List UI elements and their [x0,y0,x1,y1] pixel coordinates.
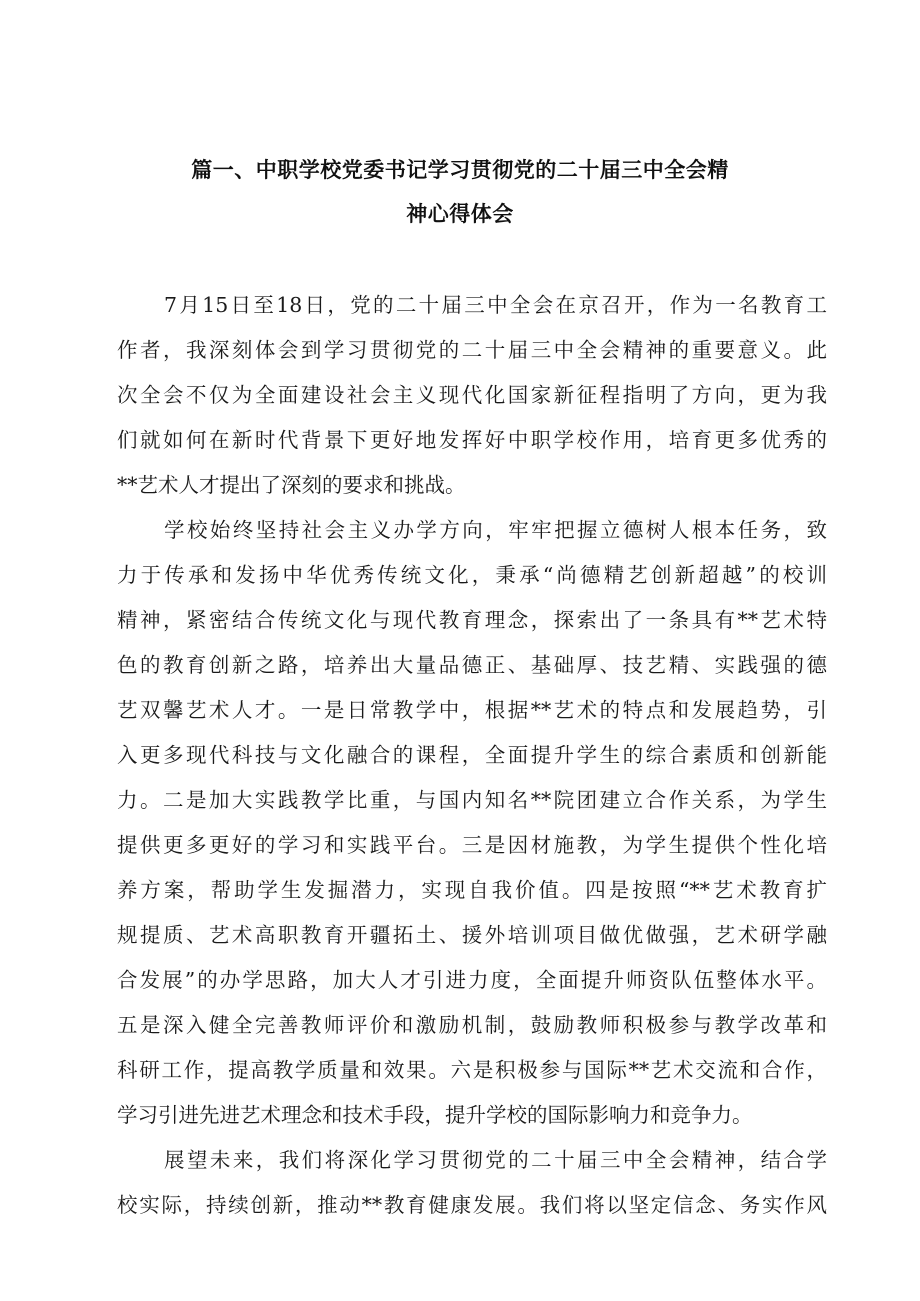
paragraph-2-line-12: 五是深入健全完善教师评价和激励机制，鼓励教师积极参与教学改革和 [117,1013,827,1037]
paragraph-1-line-1: 7月15日至18日，党的二十届三中全会在京召开，作为一名教育工 [164,293,827,317]
paragraph-2-line-8: 提供更多更好的学习和实践平台。三是因材施教，为学生提供个性化培 [117,833,827,857]
paragraph-1-line-5: **艺术人才提出了深刻的要求和挑战。 [117,473,466,497]
paragraph-2-line-11: 合发展”的办学思路，加大人才引进力度，全面提升师资队伍整体水平。 [117,968,827,992]
paragraph-2-line-6: 入更多现代科技与文化融合的课程，全面提升学生的综合素质和创新能 [117,743,827,767]
paragraph-3-line-1: 展望未来，我们将深化学习贯彻党的二十届三中全会精神，结合学 [164,1148,827,1172]
paragraph-2-line-1: 学校始终坚持社会主义办学方向，牢牢把握立德树人根本任务，致 [164,518,827,542]
paragraph-2-line-4: 色的教育创新之路，培养出大量品德正、基础厚、技艺精、实践强的德 [117,653,827,677]
paragraph-2-line-10: 规提质、艺术高职教育开疆拓土、援外培训项目做优做强，艺术研学融 [117,923,827,947]
paragraph-3-line-2: 校实际，持续创新，推动**教育健康发展。我们将以坚定信念、务实作风 [117,1193,827,1217]
paragraph-2-line-2: 力于传承和发扬中华优秀传统文化，秉承“尚德精艺创新超越”的校训 [117,563,827,587]
paragraph-2-line-7: 力。二是加大实践教学比重，与国内知名**院团建立合作关系，为学生 [117,788,827,812]
paragraph-2-line-3: 精神，紧密结合传统文化与现代教育理念，探索出了一条具有**艺术特 [117,608,827,632]
paragraph-2-line-5: 艺双馨艺术人才。一是日常教学中，根据**艺术的特点和发展趋势，引 [117,698,827,722]
paragraph-1-line-2: 作者，我深刻体会到学习贯彻党的二十届三中全会精神的重要意义。此 [117,338,827,362]
document-title-line-1: 篇一、中职学校党委书记学习贯彻党的二十届三中全会精 [191,158,729,182]
paragraph-2-line-14: 学习引进先进艺术理念和技术手段，提升学校的国际影响力和竞争力。 [117,1103,753,1127]
document-title-line-2: 神心得体会 [406,202,514,226]
paragraph-2-line-9: 养方案，帮助学生发掘潜力，实现自我价值。四是按照“**艺术教育扩 [117,878,827,902]
paragraph-1-line-4: 们就如何在新时代背景下更好地发挥好中职学校作用，培育更多优秀的 [117,428,827,452]
paragraph-1-line-3: 次全会不仅为全面建设社会主义现代化国家新征程指明了方向，更为我 [117,383,827,407]
paragraph-2-line-13: 科研工作，提高教学质量和效果。六是积极参与国际**艺术交流和合作， [117,1058,827,1082]
